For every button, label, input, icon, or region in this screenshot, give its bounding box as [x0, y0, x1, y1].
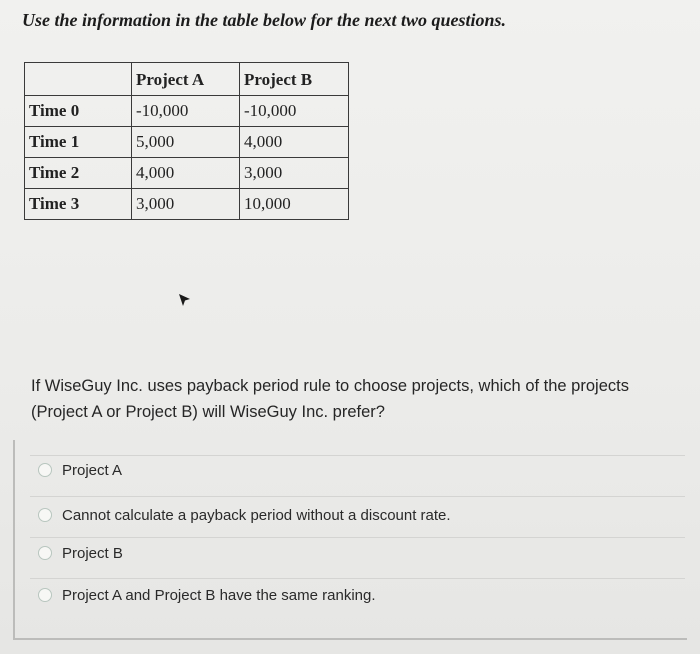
table-cell-project-a: 4,000 — [132, 158, 240, 189]
table-cell-project-b: 10,000 — [240, 189, 349, 220]
option-divider — [30, 455, 685, 456]
option-divider — [30, 537, 685, 538]
table-header-blank — [25, 63, 132, 96]
option-label: Cannot calculate a payback period without a discount rate. — [62, 506, 451, 524]
answer-frame-left-border — [13, 440, 15, 638]
table-header-row — [25, 63, 349, 96]
table-row — [25, 189, 349, 220]
radio-button[interactable] — [38, 508, 52, 522]
table-row-label: Time 0 — [25, 96, 132, 127]
radio-button[interactable] — [38, 588, 52, 602]
question-text: If WiseGuy Inc. uses payback period rule to choose projects, which of the projects (Project A or Project B) will WiseGuy Inc. prefer? — [31, 377, 629, 421]
table-row-label: Time 1 — [25, 127, 132, 158]
table-cell-project-a: -10,000 — [132, 96, 240, 127]
option-label: Project A — [62, 461, 123, 479]
table-row — [25, 127, 349, 158]
table-cell-project-a: 5,000 — [132, 127, 240, 158]
mouse-pointer-icon — [178, 292, 192, 308]
table-cell-project-b: -10,000 — [240, 96, 349, 127]
table-header-project-b: Project B — [240, 63, 349, 96]
table-header-project-a: Project A — [132, 63, 240, 96]
cash-flow-table — [24, 62, 349, 220]
option-label: Project B — [62, 544, 123, 562]
table-cell-project-b: 4,000 — [240, 127, 349, 158]
option-label: Project A and Project B have the same ranking. — [62, 586, 376, 604]
option-project-a[interactable] — [38, 459, 122, 481]
radio-button[interactable] — [38, 463, 52, 477]
table-row-label: Time 2 — [25, 158, 132, 189]
option-no-discount-rate[interactable] — [38, 504, 451, 526]
option-divider — [30, 578, 685, 579]
table-cell-project-a: 3,000 — [132, 189, 240, 220]
table-cell-project-b: 3,000 — [240, 158, 349, 189]
radio-button[interactable] — [38, 546, 52, 560]
option-same-ranking[interactable] — [38, 584, 376, 606]
table-row-label: Time 3 — [25, 189, 132, 220]
instruction-text: Use the information in the table below for the next two questions. — [22, 10, 507, 30]
table-row — [25, 96, 349, 127]
table-row — [25, 158, 349, 189]
option-divider — [30, 496, 685, 497]
option-project-b[interactable] — [38, 542, 123, 564]
answer-frame-bottom-border — [13, 638, 687, 640]
